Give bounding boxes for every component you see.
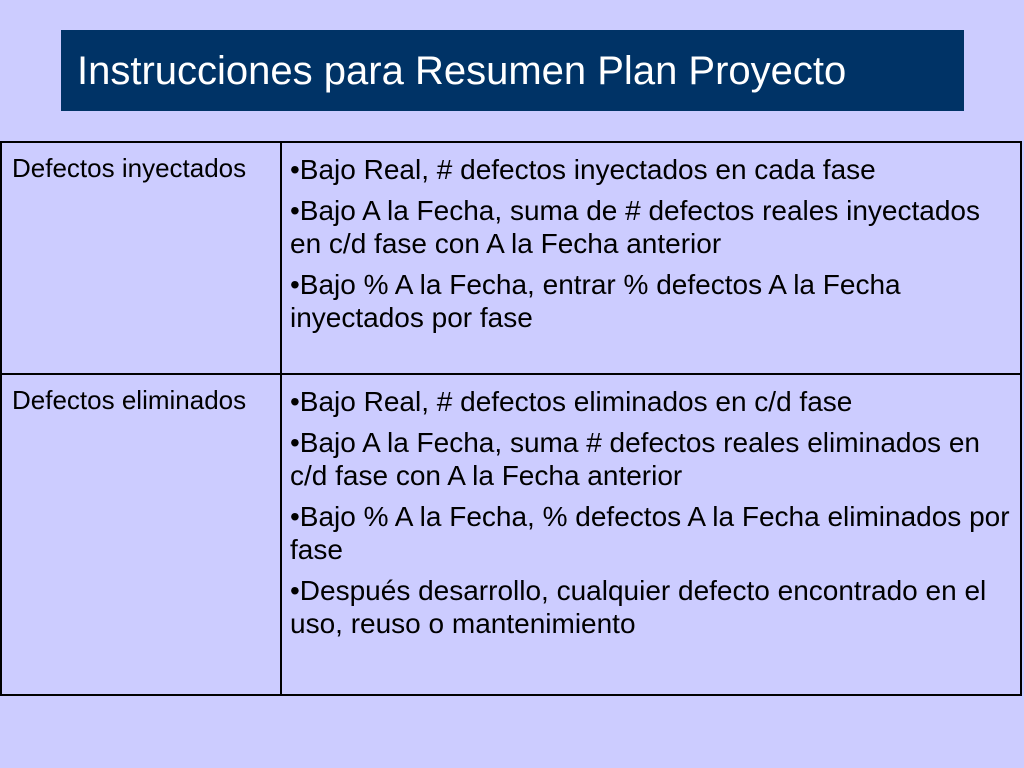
bullet-item: •Bajo % A la Fecha, entrar % defectos A la Fecha inyectados por fase [290, 269, 901, 333]
bullet-item: •Bajo A la Fecha, suma de # defectos reales inyectados en c/d fase con A la Fecha anterior [290, 195, 980, 259]
bullet-item: •Después desarrollo, cualquier defecto encontrado en el uso, reuso o mantenimiento [290, 575, 987, 639]
bullet-item: •Bajo A la Fecha, suma # defectos reales eliminados en c/d fase con A la Fecha anterior [290, 427, 980, 491]
instructions-table [0, 141, 1022, 696]
table-row-defectos-eliminados [1, 374, 1021, 695]
row-label: Defectos inyectados [12, 153, 247, 183]
row-label-cell [1, 374, 281, 695]
row-label-cell [1, 142, 281, 374]
bullet-item: •Bajo Real, # defectos inyectados en cada fase [290, 154, 876, 185]
table-row-defectos-inyectados [1, 142, 1021, 374]
row-label: Defectos eliminados [12, 385, 247, 415]
bullet-item: •Bajo Real, # defectos eliminados en c/d fase [290, 386, 853, 417]
bullets-cell [281, 374, 1021, 695]
slide-title: Instrucciones para Resumen Plan Proyecto [77, 48, 847, 93]
bullets-cell [281, 142, 1021, 374]
title-bar [61, 30, 964, 111]
bullet-item: •Bajo % A la Fecha, % defectos A la Fecha eliminados por fase [290, 501, 1010, 565]
